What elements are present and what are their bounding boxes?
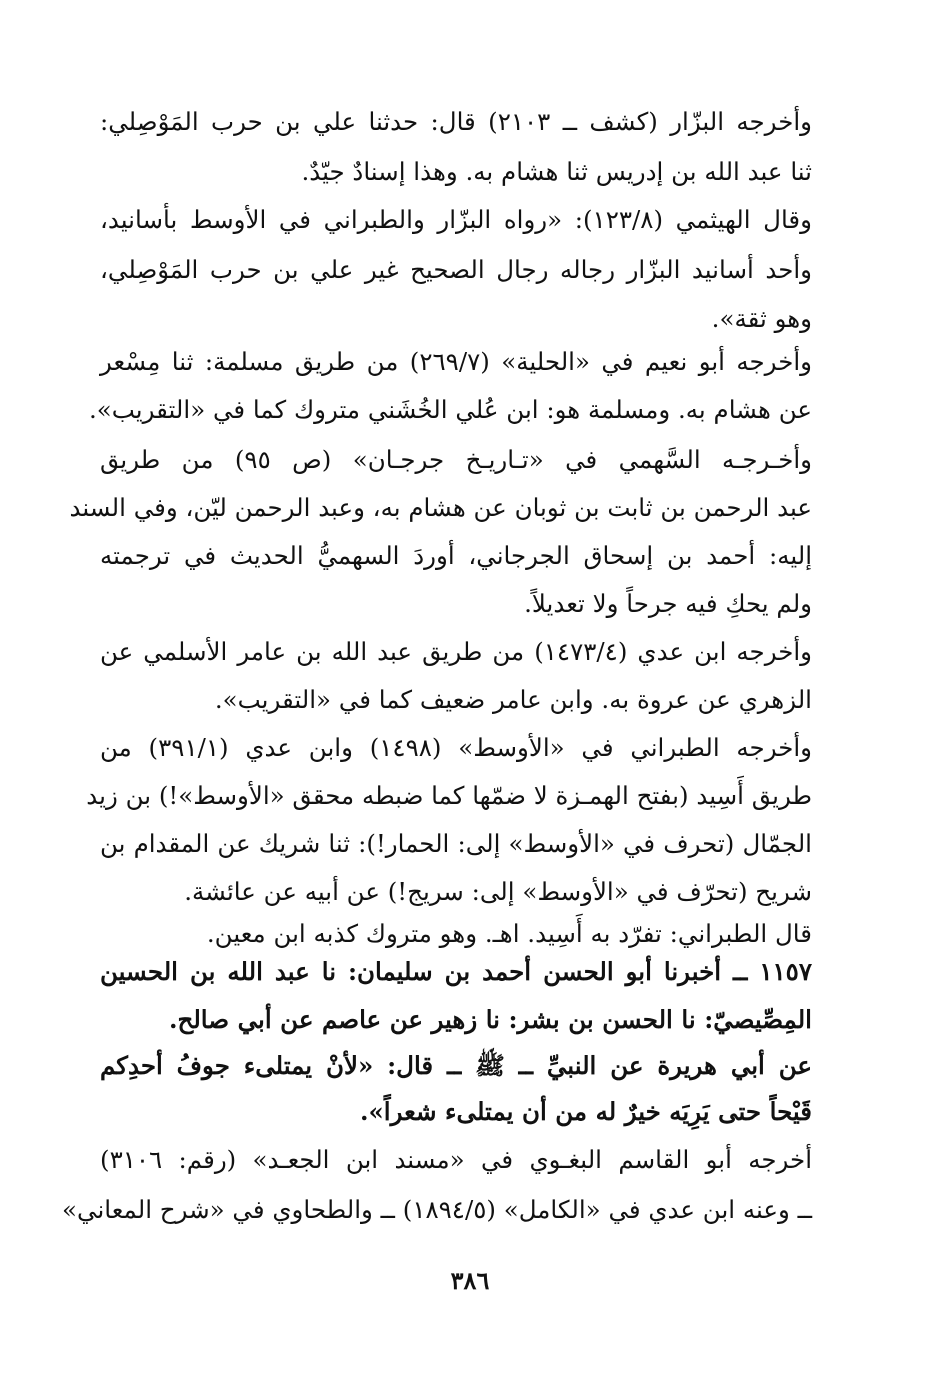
text-line: وأخرجه البزّار (كشف ــ ٢١٠٣) قال: حدثنا علي بن حرب المَوْصِلي: (100, 107, 812, 136)
text-line: عبد الرحمن بن ثابت بن ثوبان عن هشام به، وعبد الرحمن ليّن، وفي السند (69, 493, 812, 522)
text-line: ولم يحكِ فيه جرحاً ولا تعديلاً. (524, 589, 812, 618)
text-line: وأخـرجـه السَّهمي في «تـاريـخ جرجـان» (ص ٩٥) من طريق (100, 445, 812, 474)
text-line: شريح (تحرّف في «الأوسط» إلى: سريج!) عن أبيه عن عائشة. (184, 877, 812, 906)
page-number: ٣٨٦ (450, 1266, 490, 1295)
text-line: قال الطبراني: تفرّد به أَسِيد. اهـ. وهو متروك كذبه ابن معين. (206, 919, 812, 948)
text-line: وأحد أسانيد البزّار رجاله رجال الصحيح غير علي بن حرب المَوْصِلي، (100, 255, 812, 284)
text-line: عن هشام به. ومسلمة هو: ابن عُلي الخُشَني متروك كما في «التقريب». (88, 395, 812, 424)
text-line: وأخرجه الطبراني في «الأوسط» (١٤٩٨) وابن عدي (٣٩١/١) من (100, 733, 813, 762)
text-line: الجمّال (تحرف في «الأوسط» إلى: الحمار!): ثنا شريك عن المقدام بن (100, 829, 812, 858)
text-line: ثنا عبد الله بن إدريس ثنا هشام به. وهذا إسنادٌ جيّدٌ. (301, 157, 812, 186)
text-line: وقال الهيثمي (١٢٣/٨): «رواه البزّار والطبراني في الأوسط بأسانيد، (100, 205, 812, 234)
text-line: طريق أَسِيد (بفتح الهمـزة لا ضمّها كما ضبطه محقق «الأوسط»!) بن زيد (86, 781, 812, 810)
text-line: وأخرجه ابن عدي (١٤٧٣/٤) من طريق عبد الله بن عامر الأسلمي عن (100, 637, 812, 666)
text-line: أخرجه أبو القاسم البغـوي في «مسند ابن الجعـد» (رقم: ٣١٠٦) (100, 1145, 812, 1174)
text-line: المِصِّيصيّ: نا الحسن بن بشر: نا زهير عن عاصم عن أبي صالح. (169, 1005, 812, 1034)
text-line: ١١٥٧ ــ أخبرنا أبو الحسن أحمد بن سليمان: نا عبد الله بن الحسين (100, 957, 812, 986)
text-line: الزهري عن عروة به. وابن عامر ضعيف كما في «التقريب». (214, 685, 812, 714)
text-line: وهو ثقة». (711, 304, 812, 333)
text-line: إليه: أحمد بن إسحاق الجرجاني، أوردَ السهميُّ الحديث في ترجمته (100, 541, 812, 570)
text-line: عن أبي هريرة عن النبيِّ ــ ﷺ ــ قال: «لأنْ يمتلىء جوفُ أحدِكم (100, 1051, 812, 1080)
text-line: قَيْحاً حتى يَرِيَه خيرٌ له من أن يمتلىء شعراً». (359, 1097, 812, 1126)
text-line: وأخرجه أبو نعيم في «الحلية» (٢٦٩/٧) من طريق مسلمة: ثنا مِسْعر (100, 347, 812, 376)
text-line: ــ وعنه ابن عدي في «الكامل» (١٨٩٤/٥) ــ والطحاوي في «شرح المعاني» (62, 1195, 812, 1224)
